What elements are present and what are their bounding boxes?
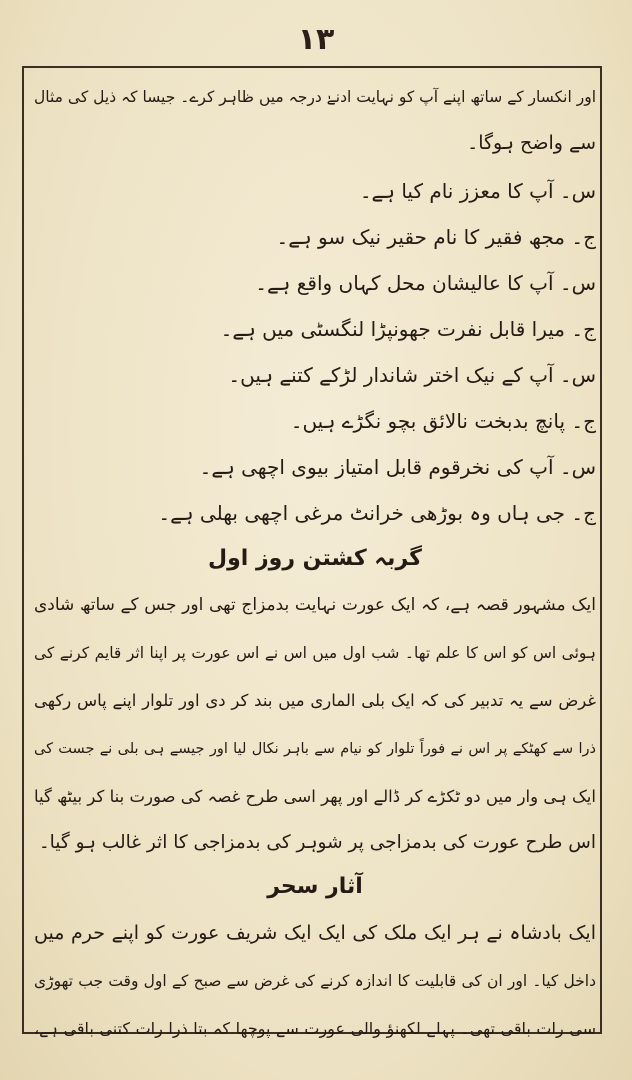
text-line: ہوئی اس کو اس کا علم تھا۔ شب اول میں اس نے اس عورت پر اپنا اثر قایم کرنے کی <box>34 644 596 662</box>
answer-line: ج۔ جی ہاں وہ بوڑھی خرانٹ مرغی اچھی بھلی ہے۔ <box>158 501 596 525</box>
text-line: ایک ہی وار میں دو ٹکڑے کر ڈالے اور پھر اسی طرح غصہ کی صورت بنا کر بیٹھ گیا <box>34 787 596 806</box>
text-line: سی رات باقی تھی۔ پہلے لکھنؤ والی عورت سے پوچھا کہ بتا ذرا رات کتنی باقی ہے، <box>34 1019 596 1038</box>
text-line: ایک بادشاہ نے ہر ایک ملک کی ایک ایک شریف عورت کو اپنے حرم میں <box>34 922 596 944</box>
question-line: س۔ آپ کے نیک اختر شاندار لڑکے کتنے ہیں۔ <box>228 363 596 387</box>
question-line: س۔ آپ کا عالیشان محل کہاں واقع ہے۔ <box>255 271 596 295</box>
answer-line: ج۔ میرا قابل نفرت جھونپڑا لنگسٹی میں ہے۔ <box>220 317 596 341</box>
question-line: س۔ آپ کا معزز نام کیا ہے۔ <box>359 179 596 203</box>
question-line: س۔ آپ کی نخرقوم قابل امتیاز بیوی اچھی ہے۔ <box>199 455 596 479</box>
answer-line: ج۔ پانچ بدبخت نالائق بچو نگڑے ہیں۔ <box>290 409 596 433</box>
text-line: داخل کیا۔ اور ان کی قابلیت کا اندازہ کرنے کی غرض سے صبح کے اول وقت جب تھوڑی <box>34 972 596 990</box>
text-line: ذرا سے کھٹکے پر اس نے فوراً تلوار کو نیام سے باہر نکال لیا اور جیسے ہی بلی نے جست کی <box>34 741 596 757</box>
page-number: ۱۳ <box>297 22 335 57</box>
text-line: اور انکسار کے ساتھ اپنے آپ کو نہایت ادنےٰ درجہ میں ظاہر کرے۔ جیسا کہ ذیل کی مثال <box>34 88 596 106</box>
text-line: سے واضح ہوگا۔ <box>467 132 596 154</box>
answer-line: ج۔ مجھ فقیر کا نام حقیر نیک سو ہے۔ <box>276 225 596 249</box>
text-line: اس طرح عورت کی بدمزاجی پر شوہر کی بدمزاجی کا اثر غالب ہو گیا۔ <box>38 832 596 853</box>
section-heading: گربہ کشتن روز اول <box>208 546 422 571</box>
text-line: غرض سے یہ تدبیر کی کہ ایک بلی الماری میں بند کر دی اور تلوار اپنے پاس رکھی <box>34 691 596 710</box>
text-line: ایک مشہور قصہ ہے، کہ ایک عورت نہایت بدمزاج تھی اور جس کے ساتھ شادی <box>34 595 596 615</box>
section-heading: آثار سحر <box>267 874 363 899</box>
